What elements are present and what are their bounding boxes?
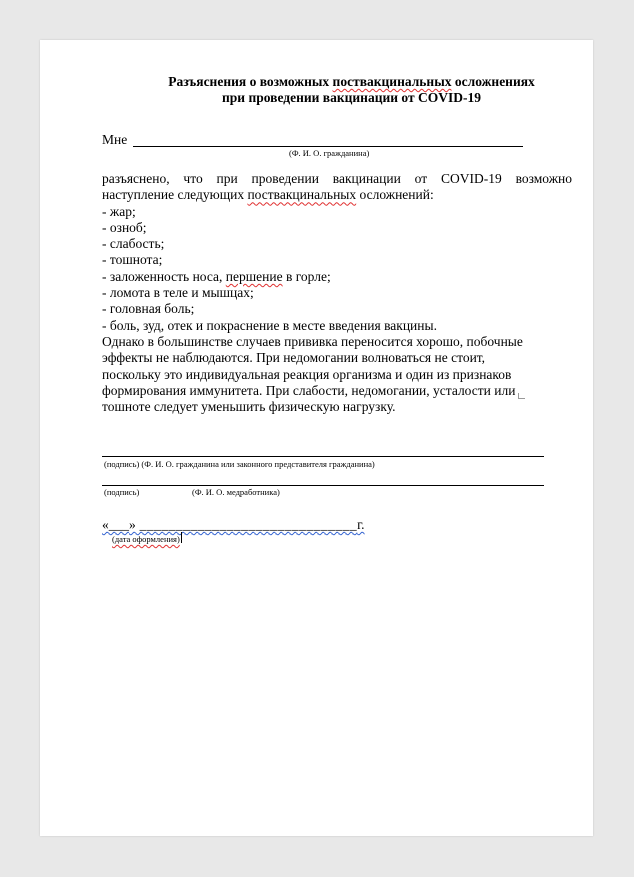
note-line: формирования иммунитета. При слабости, недомогании, усталости или bbox=[102, 382, 516, 398]
note-line: эффекты не наблюдаются. При недомогании волноваться не стоит, bbox=[102, 350, 486, 366]
text-cursor bbox=[181, 532, 182, 543]
date-month-year-blank: ______________________________ bbox=[135, 517, 358, 532]
list-item: - ломота в теле и мышцах; bbox=[102, 285, 254, 301]
note-line: Однако в большинстве случаев прививка переносится хорошо, побочные bbox=[102, 333, 523, 349]
intro-line-1: разъяснено, что при проведении вакцинации от COVID-19 возможно bbox=[102, 171, 572, 186]
list-item: - головная боль; bbox=[102, 301, 195, 317]
medic-signature-line[interactable] bbox=[102, 485, 544, 486]
recipient-name-line[interactable] bbox=[133, 146, 523, 147]
date-year-suffix: г. bbox=[357, 517, 365, 532]
intro-line-2: наступление следующих поствакцинальных осложнений: bbox=[102, 187, 434, 203]
document-page bbox=[40, 40, 593, 836]
date-field[interactable] bbox=[102, 517, 365, 533]
list-item: - тошнота; bbox=[102, 252, 163, 268]
document-title bbox=[40, 74, 593, 106]
date-caption-wrap bbox=[112, 532, 182, 544]
recipient-caption: (Ф. И. О. гражданина) bbox=[289, 148, 370, 158]
citizen-signature-line[interactable] bbox=[102, 456, 544, 457]
list-item: - заложенность носа, першение в горле; bbox=[102, 268, 331, 284]
list-item: - слабость; bbox=[102, 236, 165, 252]
title-line-1: Разъяснения о возможных поствакцинальных осложнениях bbox=[168, 74, 535, 89]
list-item: - жар; bbox=[102, 203, 136, 219]
title-line-2: при проведении вакцинации от COVID-19 bbox=[222, 90, 481, 105]
citizen-signature-caption: (подпись) (Ф. И. О. гражданина или законного представителя гражданина) bbox=[104, 459, 375, 469]
list-item: - боль, зуд, отек и покраснение в месте введения вакцины. bbox=[102, 317, 437, 333]
date-day-blank: ___ bbox=[108, 517, 129, 532]
margin-mark bbox=[518, 393, 525, 399]
medic-signature-caption: (подпись) bbox=[104, 487, 140, 497]
list-item: - озноб; bbox=[102, 219, 147, 235]
note-line: тошноте следует уменьшить физическую нагрузку. bbox=[102, 399, 396, 415]
date-close-quote: » bbox=[129, 517, 136, 532]
date-open-quote: « bbox=[102, 517, 109, 532]
recipient-prefix: Мне bbox=[102, 132, 128, 147]
document-body bbox=[102, 171, 572, 415]
date-caption: (дата оформления) bbox=[112, 534, 180, 544]
note-line: поскольку это индивидуальная реакция организма и один из признаков bbox=[102, 366, 512, 382]
medic-name-caption: (Ф. И. О. медработника) bbox=[192, 487, 280, 497]
